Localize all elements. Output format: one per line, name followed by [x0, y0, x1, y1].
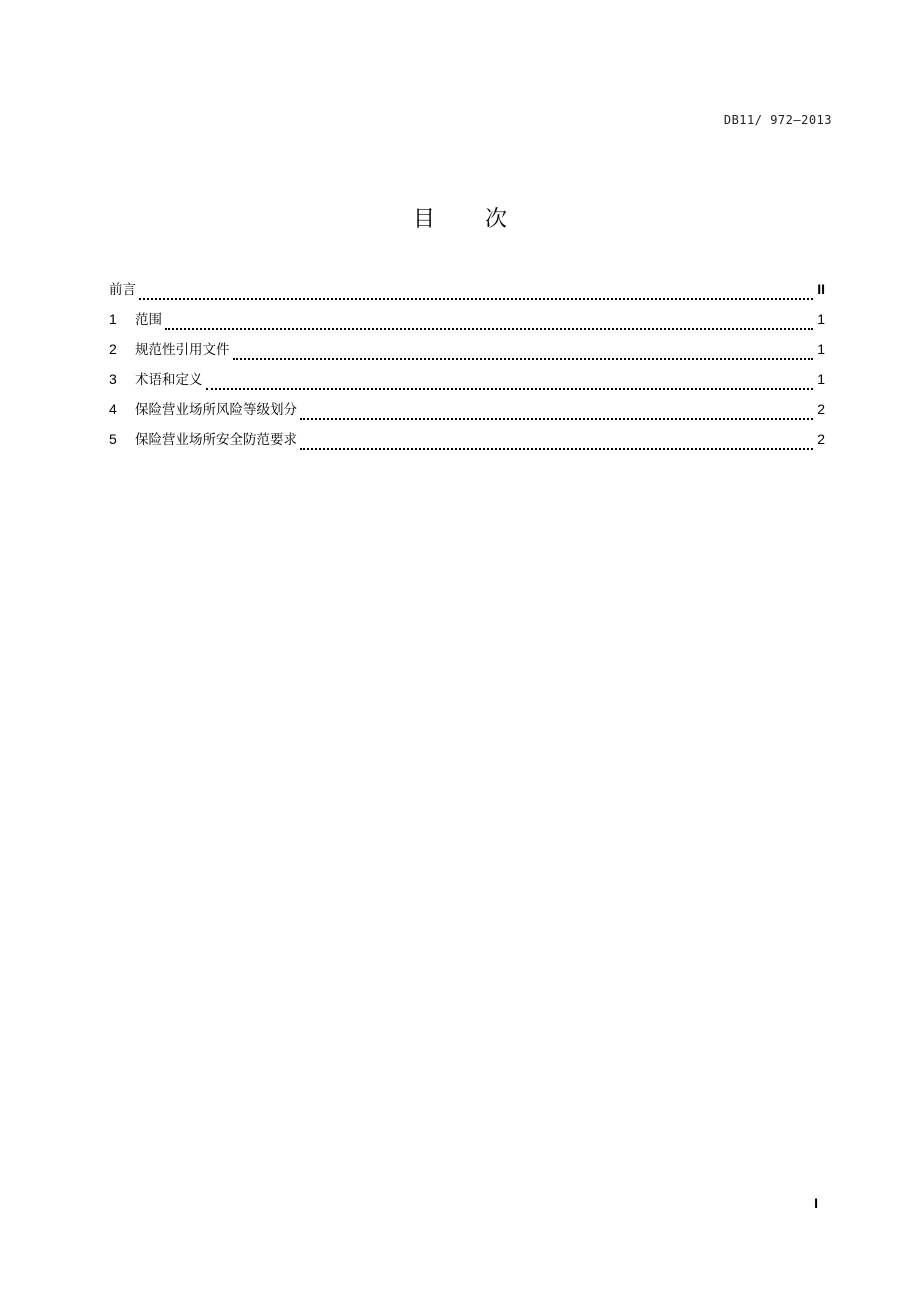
- title-char-2: 次: [485, 207, 508, 232]
- toc-entry-risk-levels[interactable]: [109, 399, 825, 429]
- toc-entry-page: II: [817, 281, 825, 297]
- toc-dot-leader: [206, 388, 814, 390]
- page-title: [0, 202, 920, 233]
- toc-dot-leader: [300, 448, 813, 450]
- toc-entry-foreword[interactable]: [109, 279, 825, 309]
- toc-entry-number: 4: [109, 401, 117, 417]
- toc-entry-page: 2: [817, 431, 825, 447]
- toc-dot-leader: [300, 418, 813, 420]
- toc-entry-number: 5: [109, 431, 117, 447]
- toc-dot-leader: [233, 358, 814, 360]
- toc-entry-number: 3: [109, 371, 117, 387]
- toc-entry-label[interactable]: 保险营业场所安全防范要求: [135, 432, 297, 448]
- title-char-1: 目: [412, 207, 435, 232]
- toc-entry-label[interactable]: 术语和定义: [135, 372, 203, 388]
- toc-entry-page: 1: [817, 311, 825, 327]
- toc-dot-leader: [139, 298, 813, 300]
- toc-entry-number: 1: [109, 311, 117, 327]
- toc-entry-label[interactable]: 保险营业场所风险等级划分: [135, 402, 297, 418]
- toc-entry-page: 1: [817, 371, 825, 387]
- toc-entry-label[interactable]: 前言: [109, 282, 136, 298]
- toc-entry-page: 1: [817, 341, 825, 357]
- toc-dot-leader: [165, 328, 813, 330]
- toc-entry-label[interactable]: 范围: [135, 312, 162, 328]
- toc-entry-page: 2: [817, 401, 825, 417]
- document-code: DB11/ 972—2013: [723, 113, 832, 127]
- toc-entry-security-requirements[interactable]: [109, 429, 825, 459]
- toc-entry-scope[interactable]: [109, 309, 825, 339]
- toc-entry-normative-references[interactable]: [109, 339, 825, 369]
- page-number: I: [814, 1195, 818, 1211]
- toc-entry-number: 2: [109, 341, 117, 357]
- toc-entry-terms-definitions[interactable]: [109, 369, 825, 399]
- table-of-contents: [109, 279, 825, 459]
- toc-entry-label[interactable]: 规范性引用文件: [135, 342, 230, 358]
